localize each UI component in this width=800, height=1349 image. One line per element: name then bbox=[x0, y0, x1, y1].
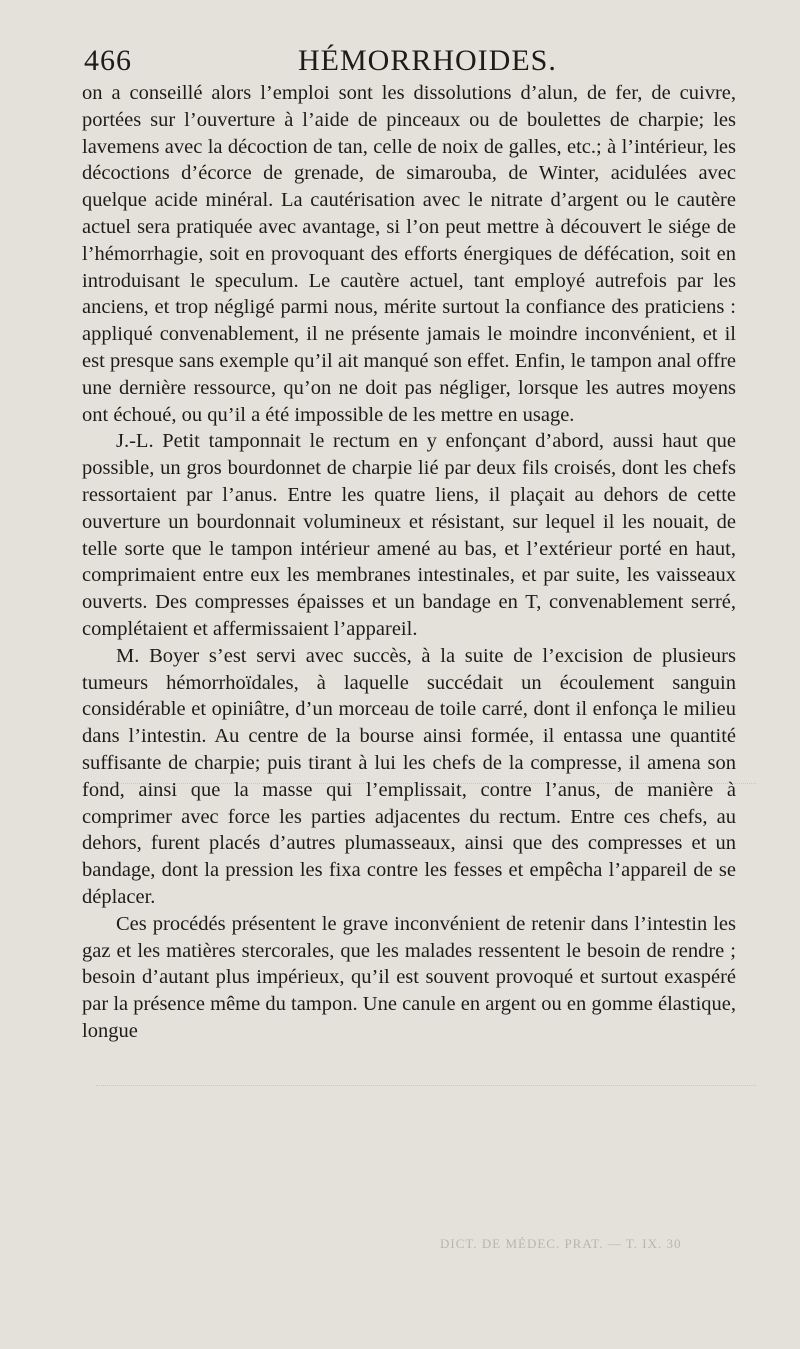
printer-signature: DICT. DE MÉDEC. PRAT. — T. IX. 30 bbox=[440, 1236, 682, 1251]
show-through-line bbox=[96, 1085, 756, 1086]
paragraph: on a conseillé alors l’emploi sont les dissolutions d’alun, de fer, de cuivre, portées sur l’ouverture à l’aide de pinceaux ou de boulettes de charpie; les lavemens avec la décoction de tan, celle de noix de galles, etc.; à l’intérieur, les décoctions d’écorce de grenade, de simarouba, de Winter, acidulées avec quelque acide minéral. La cautérisation avec le nitrate d’argent ou le cautère actuel sera pratiquée avec avantage, si l’on peut mettre à découvert le siége de l’hémorrhagie, soit en provoquant des efforts énergiques de défécation, soit en introduisant le speculum. Le cautère actuel, tant employé autrefois par les anciens, et trop négligé parmi nous, mérite surtout la confiance des praticiens : appliqué convenablement, il ne présente jamais le moindre inconvénient, et il est presque sans exemple qu’il ait manqué son effet. Enfin, le tampon anal offre une dernière ressource, qu’on ne doit pas négliger, lorsque les autres moyens ont échoué, ou qu’il a été impossible de les mettre en usage. bbox=[82, 82, 736, 426]
paragraph: M. Boyer s’est servi avec succès, à la suite de l’excision de plusieurs tumeurs hémorrhoïdales, à laquelle succédait un écoulement sanguin considérable et opiniâtre, d’un morceau de toile carré, dont il enfonça le milieu dans l’intestin. Au centre de la bourse ainsi formée, il entassa une quantité suffisante de charpie; puis tirant à lui les chefs de la compresse, il amena son fond, ainsi que la masse qui l’emplissait, contre l’anus, de manière à comprimer avec force les parties adjacentes du rectum. Entre ces chefs, au dehors, furent placés d’autres plumasseaux, ainsi que des compresses et un bandage, dont la pression les fixa contre les fesses et empêcha l’appareil de se déplacer. bbox=[82, 644, 736, 908]
running-title: HÉMORRHOIDES. bbox=[298, 44, 557, 77]
paragraph: Ces procédés présentent le grave inconvénient de retenir dans l’intestin les gaz et les matières stercorales, que les malades ressentent le besoin de rendre ; besoin d’autant plus impérieux, qu’il est souvent provoqué et surtout exaspéré par la présence même du tampon. Une canule en argent ou en gomme élastique, longue bbox=[82, 912, 736, 1042]
page-body bbox=[82, 80, 736, 1045]
page-number: 466 bbox=[84, 44, 132, 77]
paragraph: J.-L. Petit tamponnait le rectum en y enfonçant d’abord, aussi haut que possible, un gros bourdonnet de charpie lié par deux fils croisés, dont les chefs ressortaient par l’anus. Entre les quatre liens, il plaçait au dehors de cette ouverture un bourdonnait volumineux et résistant, sur lequel il les nouait, de telle sorte que le tampon intérieur amené au bas, et l’extérieur porté en haut, comprimaient entre eux les membranes intestinales, et par suite, les vaisseaux ouverts. Des compresses épaisses et un bandage en T, convenablement serré, complétaient et affermissaient l’appareil. bbox=[82, 430, 736, 640]
page-header bbox=[80, 44, 740, 80]
